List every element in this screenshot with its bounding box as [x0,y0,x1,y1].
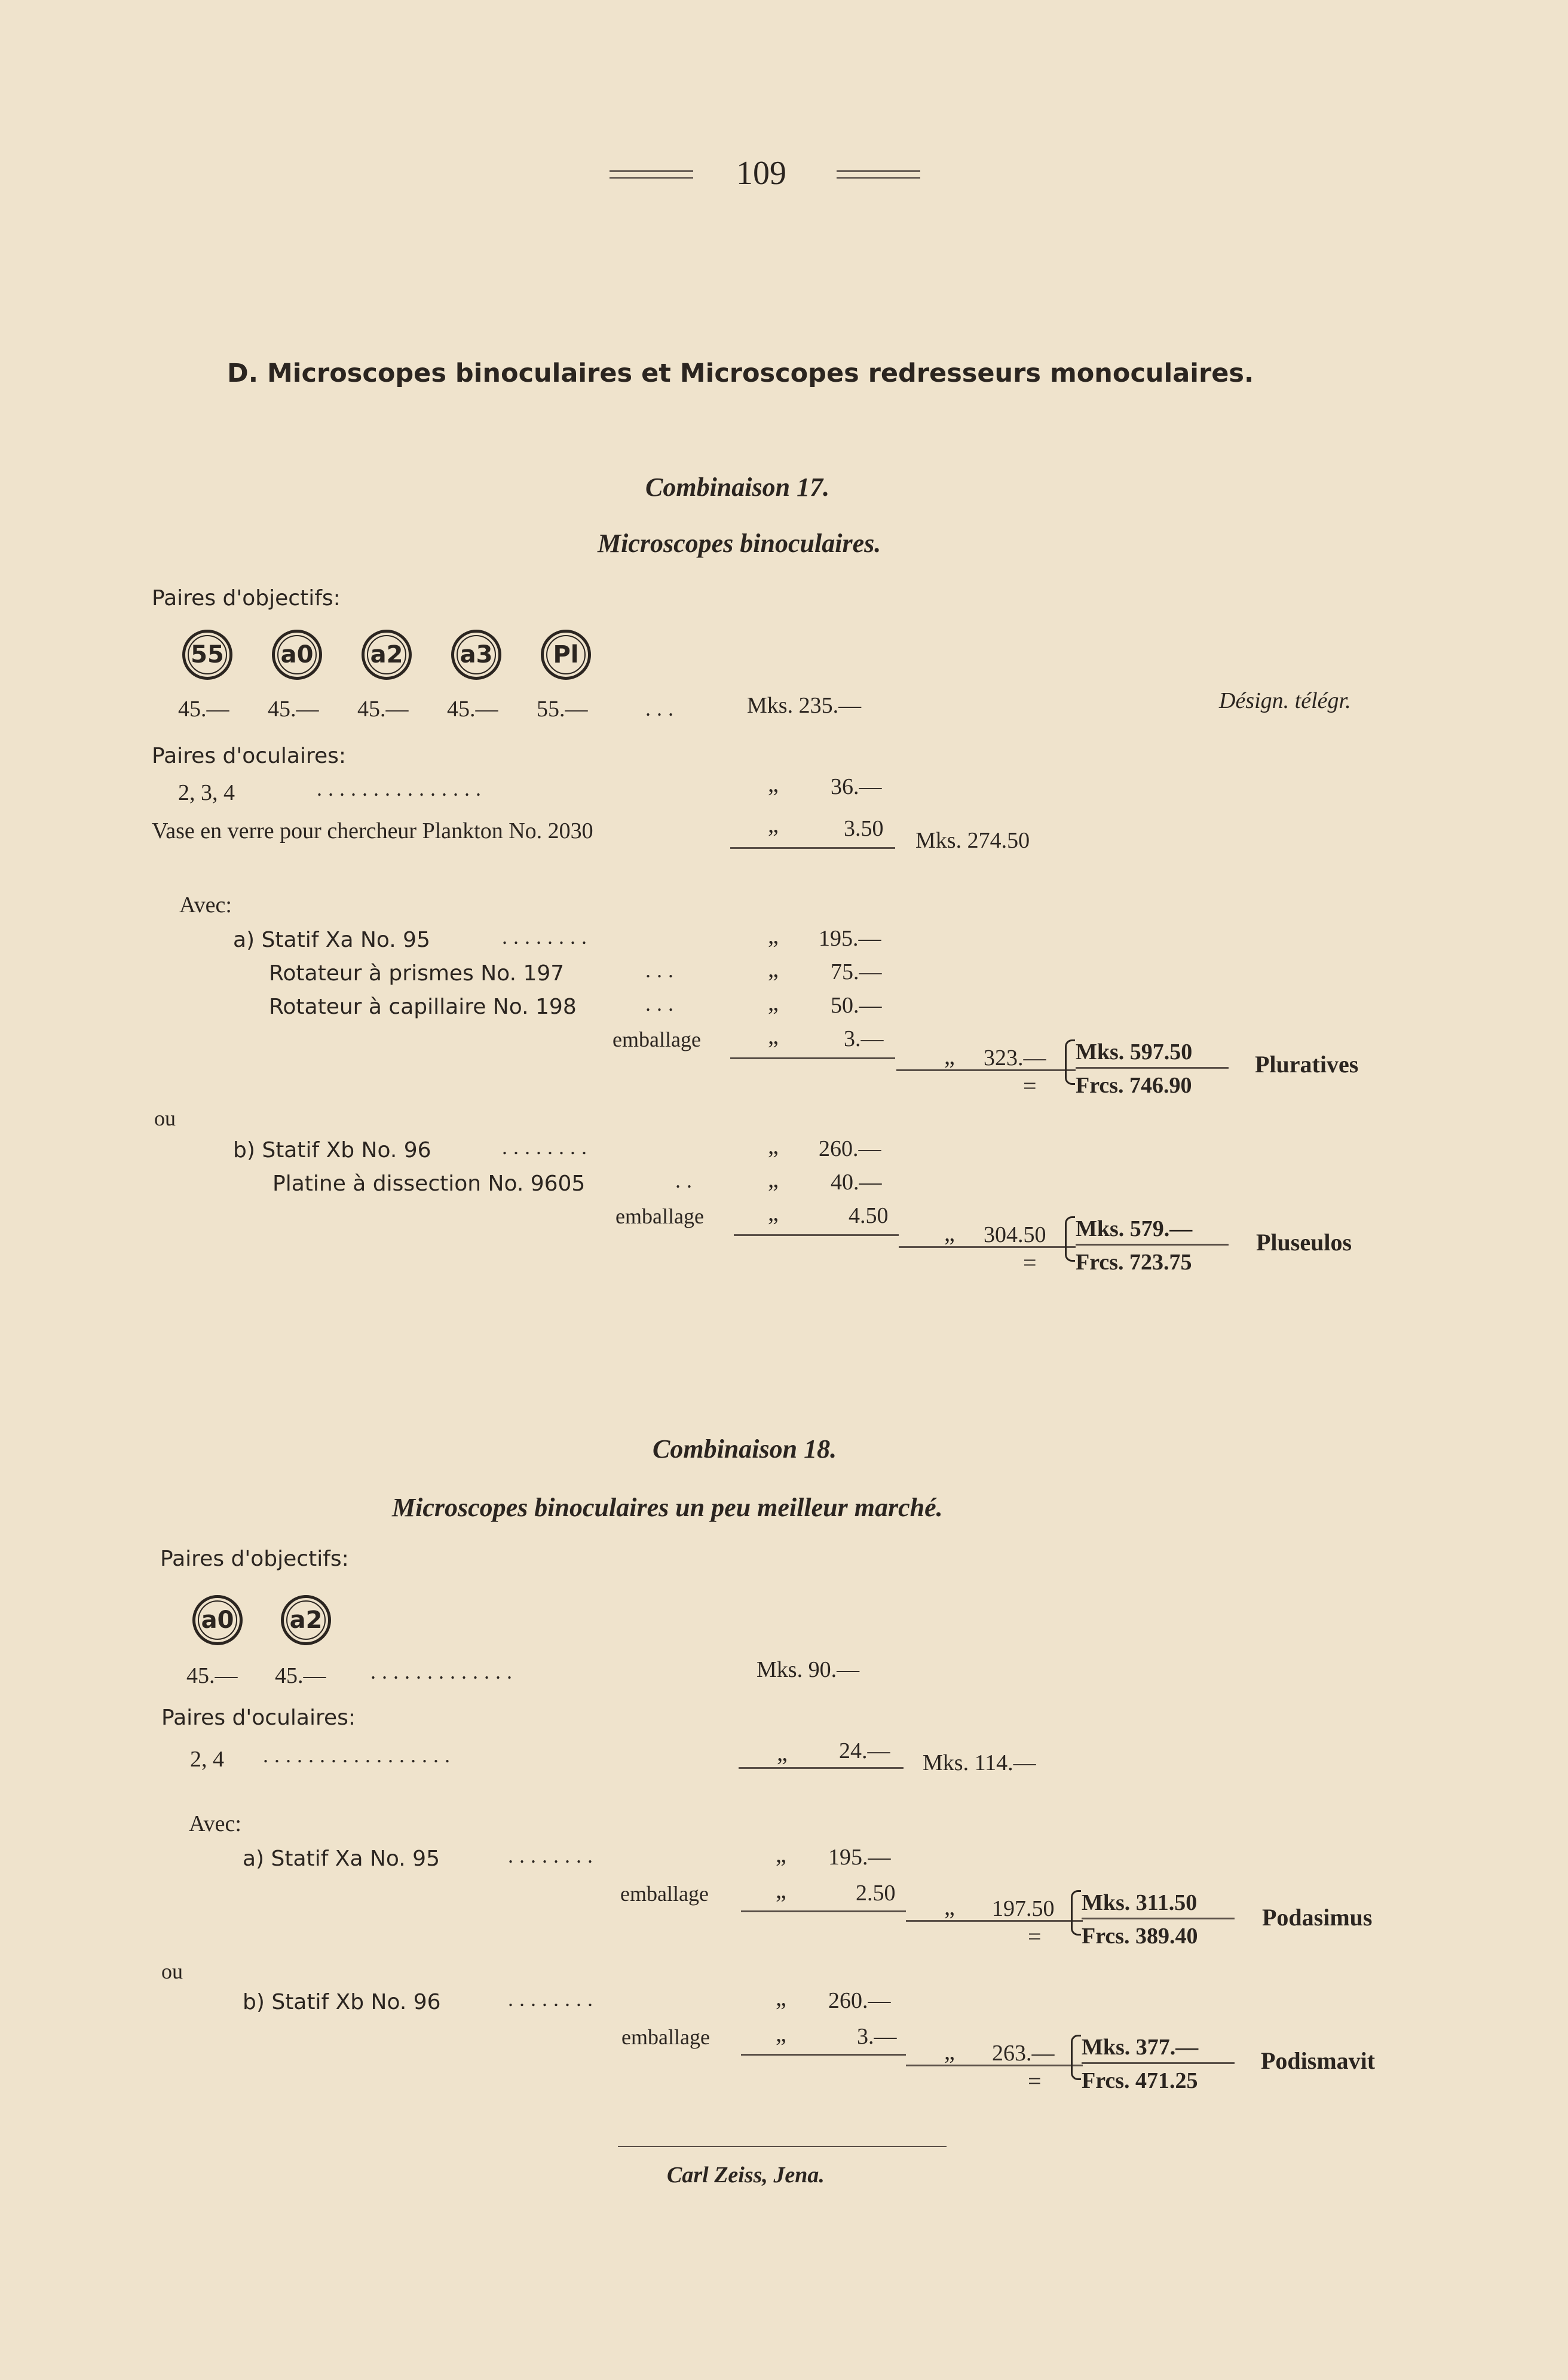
line-label: b) Statif Xb No. 96 [243,1990,441,2014]
header-rule-right [837,170,920,179]
combo17-subtitle: Microscopes binoculaires. [598,529,881,558]
telegram-code: Pluratives [1255,1051,1359,1078]
objective-price: 45.— [268,697,319,722]
option-frcs: Frcs. 389.40 [1082,1924,1198,1949]
objective-a2-icon: a2 [281,1595,331,1645]
option-mks: Mks. 579.— [1076,1216,1193,1241]
line-label: emballage [612,1028,701,1051]
total-rule [1076,1067,1229,1069]
dot-leader: ........ [502,925,593,949]
sum-rule [741,1910,906,1912]
line-price: 50.— [831,993,882,1018]
sum-rule [739,1767,904,1769]
combo18-title: Combinaison 18. [653,1434,837,1464]
quote-mark: „ [768,922,779,949]
option-mks: Mks. 377.— [1082,2035,1199,2060]
total-rule [1082,2062,1235,2064]
dot-leader: ........ [508,1987,599,2011]
vase-price: 3.50 [844,816,884,841]
combo17-title: Combinaison 17. [645,473,830,502]
quote-mark: „ [768,1022,779,1049]
objective-a2-icon: a2 [362,630,412,680]
option-mks: Mks. 597.50 [1076,1039,1193,1065]
sum-rule [730,1057,895,1059]
quote-mark: „ [776,1984,786,2011]
objective-price: 45.— [186,1663,238,1688]
combo18-oculars-label: Paires d'oculaires: [161,1706,356,1730]
total-rule [1076,1244,1229,1246]
header-rule-left [610,170,693,179]
combo18-subtotal: Mks. 114.— [923,1750,1036,1775]
dot-leader: ................. [263,1743,456,1767]
quote-mark: „ [776,1841,786,1867]
quote-mark: „ [768,770,779,797]
option-mks: Mks. 311.50 [1082,1890,1198,1915]
quote-mark: „ [768,955,779,982]
quote-mark: „ [776,2020,786,2047]
line-price: 4.50 [849,1203,889,1228]
objective-price: 45.— [178,697,229,722]
combo18-objectives-label: Paires d'objectifs: [160,1547,349,1571]
combo18-avec-label: Avec: [189,1811,241,1836]
line-price: 75.— [831,959,882,984]
sum-rule [734,1234,899,1236]
equals-sign: = [1023,1249,1037,1276]
option-sum: 263.— [992,2041,1055,2066]
dot-leader: ... [645,992,679,1016]
line-label: emballage [615,1204,704,1228]
vase-label: Vase en verre pour chercheur Plankton No. 2030 [152,818,593,844]
objective-pl-icon: Pl [541,630,591,680]
equals-sign: = [1028,1923,1042,1950]
option-sum: 197.50 [992,1896,1055,1921]
objective-a0-icon: a0 [272,630,322,680]
total-rule [1082,1918,1235,1919]
combo17-oculars-label: Paires d'oculaires: [152,744,347,768]
line-price: 2.50 [856,1881,896,1906]
option-sum: 304.50 [984,1222,1046,1247]
quote-mark: „ [768,1166,779,1192]
combo17-oculars: 2, 3, 4 [178,780,235,805]
dot-leader: ... [645,697,679,720]
price-brace [1071,2035,1081,2080]
line-price: 40.— [831,1170,882,1195]
combo18-oculars: 2, 4 [190,1747,224,1772]
line-label: emballage [621,2025,710,2049]
objective-a0-icon: a0 [192,1595,243,1645]
sum-rule [899,1246,1076,1248]
quote-mark: „ [776,1876,786,1903]
line-label: a) Statif Xa No. 95 [243,1847,440,1871]
quote-mark: „ [944,2038,955,2065]
equals-sign: = [1023,1072,1037,1099]
option-frcs: Frcs. 746.90 [1076,1073,1192,1098]
section-heading: D. Microscopes binoculaires et Microscopes redresseurs monoculaires. [227,358,1254,388]
quote-mark: „ [944,1893,955,1920]
quote-mark: „ [777,1739,788,1766]
line-label: a) Statif Xa No. 95 [233,928,430,952]
quote-mark: „ [768,811,779,838]
telegram-code: Pluseulos [1256,1229,1352,1256]
line-label: Platine à dissection No. 9605 [272,1171,586,1196]
line-price: 195.— [828,1845,891,1870]
objective-55-icon: 55 [182,630,232,680]
price-brace [1065,1039,1075,1085]
line-label: emballage [620,1882,709,1906]
sum-rule [906,2065,1083,2066]
line-price: 260.— [828,1988,891,2013]
combo17-oculars-price: 36.— [831,774,882,799]
option-frcs: Frcs. 471.25 [1082,2068,1198,2093]
line-price: 3.— [857,2024,897,2049]
price-brace [1071,1890,1081,1936]
ou-label: ou [161,1959,183,1983]
combo18-objectives-total: Mks. 90.— [757,1657,860,1682]
page-number: 109 [736,155,786,192]
quote-mark: „ [944,1219,955,1246]
quote-mark: „ [768,989,779,1016]
dot-leader: .. [675,1168,698,1192]
dot-leader: ... [645,958,679,982]
option-sum: 323.— [984,1045,1046,1071]
objective-price: 55.— [537,697,588,722]
footer-rule [618,2146,947,2147]
line-label: Rotateur à capillaire No. 198 [269,995,577,1019]
equals-sign: = [1028,2068,1042,2094]
objective-a3-icon: a3 [451,630,501,680]
sum-rule [730,847,895,849]
line-price: 195.— [819,926,881,951]
sum-rule [896,1069,1076,1071]
dot-leader: ............. [370,1660,518,1683]
footer-imprint: Carl Zeiss, Jena. [667,2163,825,2188]
dot-leader: ........ [502,1135,593,1159]
line-price: 3.— [844,1026,884,1051]
dot-leader: ............... [317,777,487,801]
combo17-objectives-total: Mks. 235.— [747,693,862,718]
combo17-objectives-label: Paires d'objectifs: [152,586,341,611]
ou-label: ou [154,1106,176,1130]
combo18-subtitle: Microscopes binoculaires un peu meilleur marché. [392,1493,943,1522]
quote-mark: „ [768,1199,779,1226]
price-brace [1065,1216,1075,1262]
sum-rule [741,2054,906,2056]
option-frcs: Frcs. 723.75 [1076,1250,1192,1275]
objective-price: 45.— [357,697,409,722]
telegram-code: Podasimus [1262,1904,1373,1931]
telegram-label: Désign. télégr. [1219,688,1351,713]
quote-mark: „ [768,1132,779,1159]
combo17-avec-label: Avec: [179,892,232,918]
combo18-oculars-price: 24.— [839,1738,890,1763]
telegram-code: Podismavit [1261,2047,1376,2074]
line-price: 260.— [819,1136,881,1161]
line-label: Rotateur à prismes No. 197 [269,961,565,986]
combo17-subtotal: Mks. 274.50 [915,828,1030,853]
dot-leader: ........ [508,1844,599,1867]
objective-price: 45.— [275,1663,326,1688]
sum-rule [906,1920,1083,1922]
quote-mark: „ [944,1042,955,1069]
line-label: b) Statif Xb No. 96 [233,1138,431,1163]
objective-price: 45.— [447,697,498,722]
